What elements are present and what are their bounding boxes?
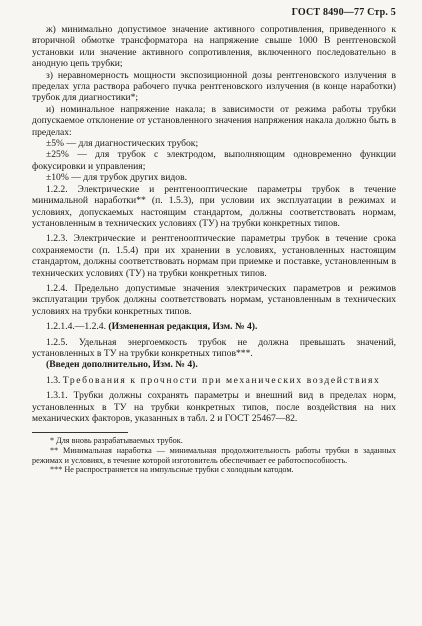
amendment-text: (Измененная редакция, Изм. № 4). (108, 321, 258, 333)
footnotes (32, 436, 396, 474)
footnote-divider (32, 432, 128, 433)
tolerance-other: ±10% — для трубок других видов. (46, 172, 187, 184)
clause-1-2-5: 1.2.5. Удельная энергоемкость трубок не должна превышать значений, установленных в ТУ на трубки конкретных типов***. (32, 336, 396, 359)
page-header: ГОСТ 8490—77 Стр. 5 (291, 7, 396, 18)
footnote-1: * Для вновь разрабатываемых трубок. (50, 436, 183, 446)
clause-1-3-1: 1.3.1. Трубки должны сохранять параметры и внешний вид в пределах норм, установленных в ТУ на трубки конкретных типов, после воздействия на них механических факторов, указанных в табл. 2 и ГОСТ 25467—82. (32, 390, 396, 424)
clause-1-2-4: 1.2.4. Предельно допустимые значения электрических параметров и режимов эксплуатации трубок должны соответствовать нормам, установленным в технических условиях на трубки конкретных типов. (32, 282, 396, 317)
section-title: Требования к прочности при механических воздействиях (62, 374, 381, 386)
item-i: и) номинальное напряжение накала; в зависимости от режима работы трубки допускаемое отклонение от установленного значения напряжения накала должно быть в пределах: (32, 103, 396, 138)
clause-1-2-2: 1.2.2. Электрические и рентгенооптические параметры трубок в течение минимальной наработки** (п. 1.5.3), при условии их эксплуатации в режимах и условиях, допускаемых настоящим стандартом, должны соответствовать нормам, установленным в технических условиях (ТУ) на трубки конкретных типов. (32, 183, 396, 229)
document-body (32, 24, 396, 424)
tolerance-electrode: ±25% — для трубок с электродом, выполняющим одновременно функции фокусировки и управления; (32, 149, 396, 172)
amendment-note-2: (Введен дополнительно, Изм. № 4). (46, 359, 198, 371)
section-1-3-heading (32, 375, 396, 386)
footnote-2: ** Минимальная наработка — минимальная продолжительность работы трубки в заданных режимах и условиях, в течение которой изготовитель обеспечивает ее работоспособность. (32, 446, 396, 465)
item-z: з) неравномерность мощности экспозиционной дозы рентгеновского излучения в пределах угла раствора рабочего пучка рентгеновского излучения (в конце наработки) трубок для диагностики*; (32, 69, 396, 104)
amendment-clauses: 1.2.1.4.—1.2.4. (46, 321, 106, 333)
section-number: 1.3. (46, 374, 61, 386)
tolerance-diagnostic: ±5% — для диагностических трубок; (46, 138, 199, 150)
item-zh: ж) минимально допустимое значение активного сопротивления, приведенного к вторичной обмотке трансформатора на напряжение свыше 1000 В рентгеновской установки или значение активного сопротивления, включенного последовательно в анодную цепь трубки; (32, 24, 396, 70)
amendment-note-1 (32, 321, 396, 332)
clause-1-2-3: 1.2.3. Электрические и рентгенооптические параметры трубок в течение срока сохраняемости (п. 1.5.4) при их хранении в условиях, установленных настоящим стандартом, должны соответствовать нормам при приемке и поставке, установленным в технических условиях (ТУ) на трубки конкретных типов. (32, 233, 396, 279)
footnote-3: *** Не распространяется на импульсные трубки с холодным катодом. (50, 465, 294, 475)
